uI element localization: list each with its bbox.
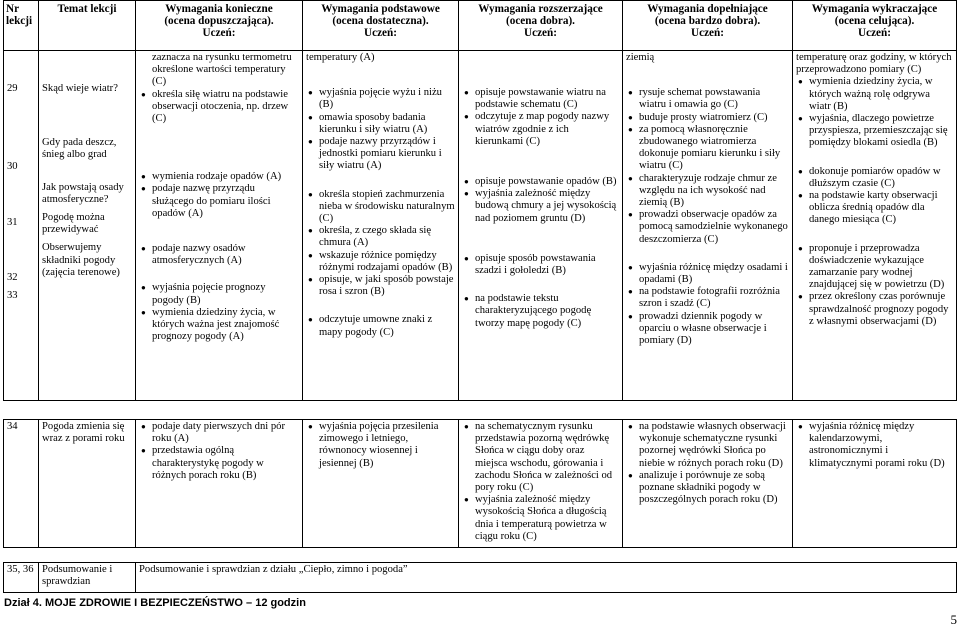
requirements-table <box>3 0 957 593</box>
header-c2: Wymagania podstawowe (ocena dostateczna). Uczeń: <box>303 1 459 51</box>
page-number: 5 <box>950 612 957 627</box>
header-nr: Nr lekcji <box>4 1 39 51</box>
list-item: ● opisuje powstawanie opadów (B) <box>475 176 619 188</box>
list-item: ● przez określony czas porównuje sprawdzalność prognozy pogody z własnymi obserwacjami (D) <box>809 291 953 328</box>
list-item: ● wymienia rodzaje opadów (A) <box>152 171 299 183</box>
list-item: ● charakteryzuje rodzaje chmur ze względu na ich wysokość nad ziemią (B) <box>639 173 789 210</box>
list-item: ● prowadzi dziennik pogody w oparciu o własne obserwacje i pomiary (D) <box>639 311 789 348</box>
header-c1: Wymagania konieczne (ocena dopuszczająca). Uczeń: <box>136 1 303 51</box>
list-item: ● podaje nazwy osadów atmosferycznych (A) <box>152 243 299 267</box>
list-item: ● na podstawie karty obserwacji oblicza średnią opadów dla danego miesiąca (C) <box>809 190 953 227</box>
list-item: zaznacza na rysunku termometru określone wartości temperatury (C) <box>152 52 292 88</box>
row-gap <box>4 548 957 563</box>
list-item: ● prowadzi obserwacje opadów za pomocą samodzielnie wykonanego deszczomierza (C) <box>639 209 789 246</box>
list-item: ● podaje nazwę przyrządu służącego do pomiaru ilości opadów (A) <box>152 183 299 220</box>
list-item: ● podaje daty pierwszych dni pór roku (A) <box>152 421 299 445</box>
lesson-number: 34 <box>4 420 39 548</box>
c5-cell <box>793 420 957 548</box>
header-c5: Wymagania wykraczające (ocena celująca). Uczeń: <box>793 1 957 51</box>
list-item: ● za pomocą własnoręcznie zbudowanego wiatromierza dokonuje pomiaru kierunku i siły wiatru (C) <box>639 124 789 173</box>
list-item: ● na podstawie tekstu charakteryzującego pogodę tworzy mapę pogody (C) <box>475 293 619 330</box>
c4-cell <box>623 420 793 548</box>
list-item: ● wyjaśnia pojęcie wyżu i niżu (B) <box>319 87 455 111</box>
header-topic: Temat lekcji <box>39 1 136 51</box>
list-item: ● dokonuje pomiarów opadów w dłuższym czasie (C) <box>809 166 953 190</box>
list-item: ● odczytuje umowne znaki z mapy pogody (C) <box>319 314 455 338</box>
list-item: ● wyjaśnia pojęcie prognozy pogody (B) <box>152 282 299 306</box>
lesson-number: 35, 36 <box>4 563 39 593</box>
list-item: ● opisuje, w jaki sposób powstaje rosa i szron (B) <box>319 274 455 298</box>
c2-cell <box>303 420 459 548</box>
list-item: ● określa, z czego składa się chmura (A) <box>319 225 455 249</box>
list-item: ● wyjaśnia zależność między budową chmury a jej wysokością nad poziomem gruntu (D) <box>475 188 619 225</box>
header-c4: Wymagania dopełniające (ocena bardzo dobra). Uczeń: <box>623 1 793 51</box>
list-item: ● przedstawia ogólną charakterystykę pogody w różnych porach roku (B) <box>152 445 299 482</box>
list-item: ● wymienia dziedziny życia, w których ważną rolę odgrywa wiatr (B) <box>809 76 953 113</box>
list-item: ● omawia sposoby badania kierunku i siły wiatru (A) <box>319 112 455 136</box>
list-item: ● wskazuje różnice pomiędzy różnymi rodzajami opadów (B) <box>319 250 455 274</box>
list-item: ● wyjaśnia różnicę między kalendarzowymi, astronomicznymi i klimatycznymi porami roku (D) <box>809 421 953 470</box>
summary-cell: Podsumowanie i sprawdzian z działu „Ciepło, zimno i pogoda” <box>136 563 957 593</box>
table-row <box>4 51 957 401</box>
list-item: ● na podstawie fotografii rozróżnia szron i szadź (C) <box>639 286 789 310</box>
list-item: ● wymienia dziedziny życia, w których ważna jest znajomość prognozy pogody (A) <box>152 307 299 344</box>
lesson-numbers: 29 30 31 32 33 <box>4 51 39 401</box>
header-row <box>4 1 957 51</box>
list-item: ● na podstawie własnych obserwacji wykonuje schematyczne rysunki pozornej wędrówki Słońca po niebie w różnych porach roku (D) <box>639 421 789 470</box>
lesson-topics: Skąd wieje wiatr? Gdy pada deszcz, śnieg albo grad Jak powstają osady atmosferyczne? Pogodę można przewidywać Obserwujemy składniki pogody (zajęcia terenowe) <box>39 51 136 401</box>
list-item: ● wyjaśnia różnicę między osadami i opadami (B) <box>639 262 789 286</box>
list-item: ● analizuje i porównuje ze sobą poznane składniki pogody w poszczególnych porach roku (D) <box>639 470 789 507</box>
row-gap <box>4 401 957 420</box>
list-item: ● określa stopień zachmurzenia nieba w środowisku naturalnym (C) <box>319 189 455 226</box>
list-item: ● opisuje sposób powstawania szadzi i gołoledzi (B) <box>475 253 619 277</box>
list-item: ● rysuje schemat powstawania wiatru i omawia go (C) <box>639 87 789 111</box>
list-item: ● odczytuje z map pogody nazwy wiatrów zgodnie z ich kierunkami (C) <box>475 111 619 148</box>
list-item: ● wyjaśnia zależność między wysokością Słońca a długością dnia i temperaturą powietrza w ciągu roku (C) <box>475 494 619 543</box>
c1-cell <box>136 51 303 401</box>
c5-cell: temperaturę oraz godziny, w których przeprowadzono pomiary (C) ● wymienia dziedziny życia, w których ważną rolę odgrywa wiatr (B) ● wyjaśnia, dlaczego powietrze przyspiesza, przemieszczając się pomiędzy blokami osiedla (B) ● dokonuje pomiarów opadów w dłuższym czasie (C) ● na podstawie karty obserwacji oblicza średnią opadów dla danego miesiąca (C) ● proponuje i przeprowadza doświadczenie wykazujące zamarzanie pary wodnej znajdującej się w powietrzu (D) ● przez określony czas porównuje sprawdzalność prognozy pogody z własnymi obserwacjami (D) <box>793 51 957 401</box>
list-item: ● opisuje powstawanie wiatru na podstawie schematu (C) <box>475 87 619 111</box>
c3-cell <box>459 420 623 548</box>
table-row <box>4 420 957 548</box>
lesson-topic: Pogoda zmienia się wraz z porami roku <box>39 420 136 548</box>
lesson-topic: Podsumowanie i sprawdzian <box>39 563 136 593</box>
list-item: ● proponuje i przeprowadza doświadczenie wykazujące zamarzanie pary wodnej znajdującej się w powietrzu (D) <box>809 243 953 292</box>
section-title: Dział 4. MOJE ZDROWIE I BEZPIECZEŃSTWO – 12 godzin <box>4 597 306 609</box>
header-c3: Wymagania rozszerzające (ocena dobra). Uczeń: <box>459 1 623 51</box>
list-item: ● określa siłę wiatru na podstawie obserwacji otoczenia, np. drzew (C) <box>152 89 299 126</box>
c3-cell <box>459 51 623 401</box>
c4-cell: ziemią ● rysuje schemat powstawania wiatru i omawia go (C) ● buduje prosty wiatromierz (C) ● za pomocą własnoręcznie zbudowanego wiatromierza dokonuje pomiaru kierunku i siły wiatru (C) ● charakteryzuje rodzaje chmur ze względu na ich wysokość nad ziemią (B) ● prowadzi obserwacje opadów za pomocą samodzielnie wykonanego deszczomierza (C) ● wyjaśnia różnicę między osadami i opadami (B) ● na podstawie fotografii rozróżnia szron i szadź (C) ● prowadzi dziennik pogody w oparciu o własne obserwacje i pomiary (D) <box>623 51 793 401</box>
list-item: ● na schematycznym rysunku przedstawia pozorną wędrówkę Słońca w ciągu doby oraz miejsca wschodu, górowania i zachodu Słońca w zależności od pory roku (C) <box>475 421 619 494</box>
list-item: ● podaje nazwy przyrządów i jednostki pomiaru kierunku i siły wiatru (A) <box>319 136 455 173</box>
list-item: ● buduje prosty wiatromierz (C) <box>639 112 789 124</box>
c2-cell: temperatury (A) ● wyjaśnia pojęcie wyżu i niżu (B) ● omawia sposoby badania kierunku i siły wiatru (A) ● podaje nazwy przyrządów i jednostki pomiaru kierunku i siły wiatru (A) ● określa stopień zachmurzenia nieba w środowisku naturalnym (C) ● określa, z czego składa się chmura (A) ● wskazuje różnice pomiędzy różnymi rodzajami opadów (B) ● opisuje, w jaki sposób powstaje rosa i szron (B) ● odczytuje umowne znaki z mapy pogody (C) <box>303 51 459 401</box>
list-item: ● wyjaśnia pojęcia przesilenia zimowego i letniego, równonocy wiosennej i jesiennej (B) <box>319 421 455 470</box>
table-row <box>4 563 957 593</box>
c1-cell <box>136 420 303 548</box>
list-item: ● wyjaśnia, dlaczego powietrze przyspiesza, przemieszczając się pomiędzy blokami osiedla (B) <box>809 113 953 150</box>
